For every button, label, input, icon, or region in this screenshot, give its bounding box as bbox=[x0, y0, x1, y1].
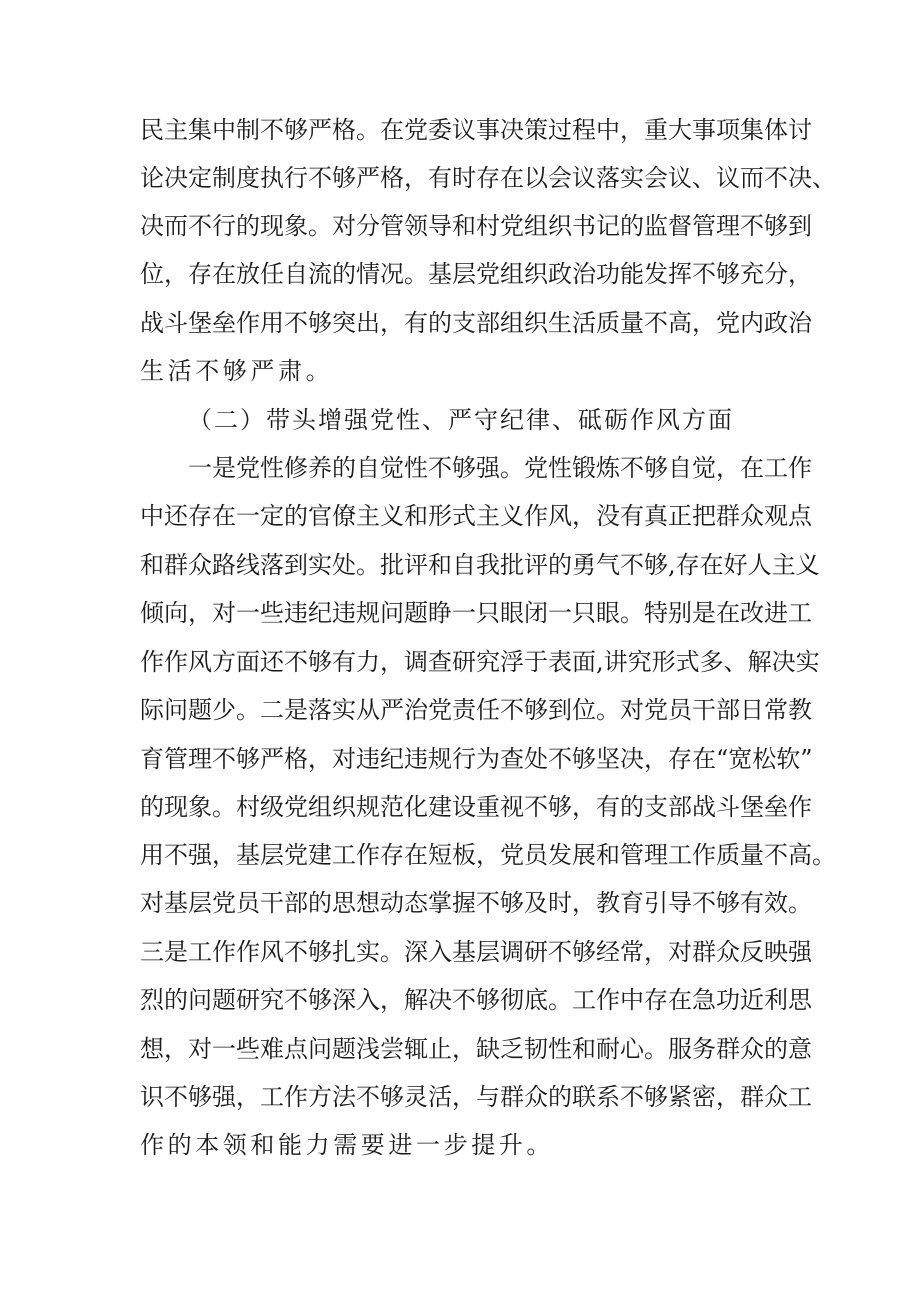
paragraph-1-line: 位，存在放任自流的情况。基层党组织政治功能发挥不够充分， bbox=[140, 260, 812, 288]
paragraph-2-line: 和群众路线落到实处。批评和自我批评的勇气不够,存在好人主义 bbox=[140, 551, 820, 579]
paragraph-2-line: 作作风方面还不够有力，调查研究浮于表面,讲究形式多、解决实 bbox=[140, 648, 820, 676]
paragraph-2-line: 识不够强，工作方法不够灵活，与群众的联系不够紧密，群众工 bbox=[140, 1083, 812, 1111]
paragraph-2-line: 烈的问题研究不够深入，解决不够彻底。工作中存在急功近利思 bbox=[140, 986, 812, 1014]
paragraph-2-line: 际问题少。二是落实从严治党责任不够到位。对党员干部日常教 bbox=[140, 696, 812, 724]
paragraph-2-line: 一是党性修养的自觉性不够强。党性锻炼不够自觉，在工作 bbox=[188, 454, 812, 482]
paragraph-2-line: 中还存在一定的官僚主义和形式主义作风，没有真正把群众观点 bbox=[140, 502, 812, 530]
paragraph-1-line: 民主集中制不够严格。在党委议事决策过程中，重大事项集体讨 bbox=[140, 116, 812, 144]
paragraph-2-line: 想，对一些难点问题浅尝辄止，缺乏韧性和耐心。服务群众的意 bbox=[140, 1035, 812, 1063]
paragraph-1-line: 决而不行的现象。对分管领导和村党组织书记的监督管理不够到 bbox=[140, 212, 812, 240]
paragraph-1-line: 论决定制度执行不够严格，有时存在以会议落实会议、议而不决、 bbox=[140, 164, 836, 192]
paragraph-1-line: 生活不够严肃。 bbox=[140, 357, 334, 385]
paragraph-2-line: 倾向，对一些违纪违规问题睁一只眼闭一只眼。特别是在改进工 bbox=[140, 599, 812, 627]
section-heading: （二）带头增强党性、严守纪律、砥砺作风方面 bbox=[188, 406, 734, 434]
paragraph-2-line: 用不强，基层党建工作存在短板，党员发展和管理工作质量不高。 bbox=[140, 841, 836, 869]
paragraph-1-line: 战斗堡垒作用不够突出，有的支部组织生活质量不高，党内政治 bbox=[140, 309, 812, 337]
paragraph-2-line: 育管理不够严格，对违纪违规行为查处不够坚决，存在“宽松软” bbox=[140, 745, 813, 773]
paragraph-2-line: 的现象。村级党组织规范化建设重视不够，有的支部战斗堡垒作 bbox=[140, 793, 812, 821]
paragraph-2-line: 对基层党员干部的思想动态掌握不够及时，教育引导不够有效。 bbox=[140, 889, 812, 917]
paragraph-2-line: 作的本领和能力需要进一步提升。 bbox=[140, 1131, 554, 1159]
paragraph-2-line: 三是工作作风不够扎实。深入基层调研不够经常，对群众反映强 bbox=[140, 938, 812, 966]
